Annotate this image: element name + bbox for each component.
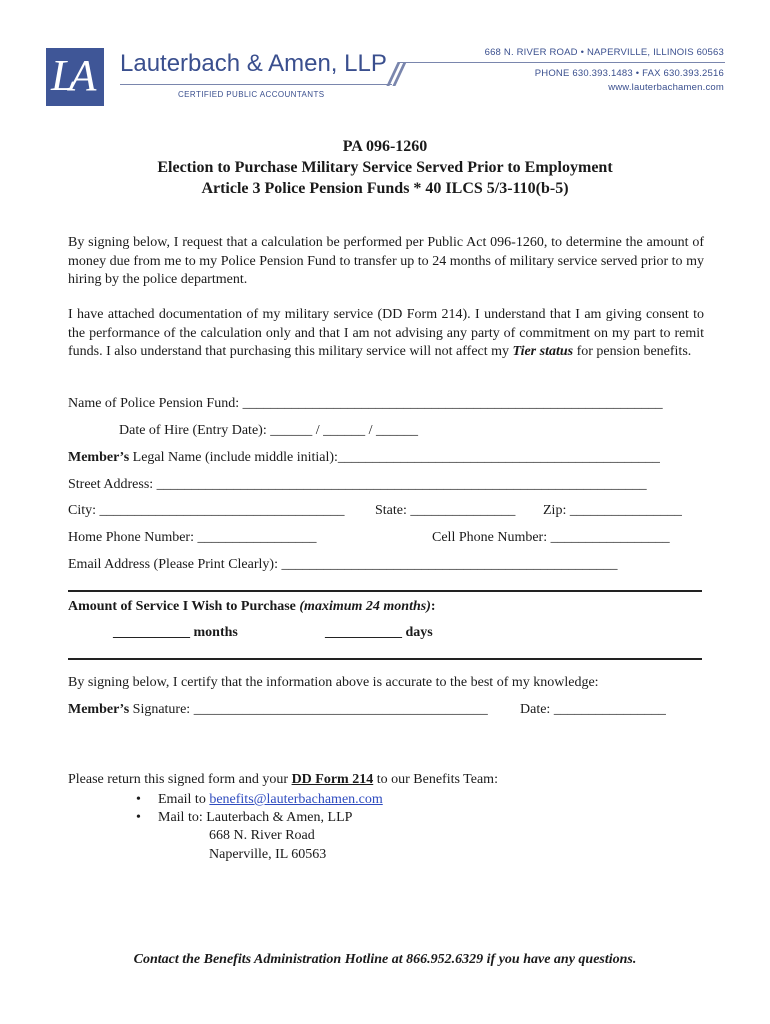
address-rule — [400, 62, 725, 63]
months-field[interactable]: ___________ months — [113, 625, 238, 640]
firm-website[interactable]: www.lauterbachamen.com — [608, 82, 724, 93]
dd-form-214-emphasis: DD Form 214 — [291, 772, 374, 787]
request-paragraph: By signing below, I request that a calculation be performed per Public Act 096-1260, to determine the amount of money due from me to my Police Pension Fund to transfer up to 24 months of military service served prior to my hiring by the police department. — [68, 235, 704, 287]
email-instruction: Email to benefits@lauterbachamen.com — [158, 792, 383, 807]
bullet-icon: • — [136, 810, 141, 825]
mail-street: 668 N. River Road — [209, 828, 315, 843]
firm-address: 668 N. RIVER ROAD • NAPERVILLE, ILLINOIS 60563 — [484, 47, 724, 58]
service-heading: Amount of Service I Wish to Purchase (maximum 24 months): — [68, 599, 436, 614]
firm-tagline: CERTIFIED PUBLIC ACCOUNTANTS — [178, 90, 325, 99]
firm-phone-fax: PHONE 630.393.1483 • FAX 630.393.2516 — [534, 68, 724, 79]
certification-statement: By signing below, I certify that the information above is accurate to the best of my knowledge: — [68, 675, 599, 690]
date-of-hire-field[interactable]: Date of Hire (Entry Date): ______ / ______ / ______ — [119, 423, 418, 438]
mail-instruction: Mail to: Lauterbach & Amen, LLP — [158, 810, 353, 825]
hotline-footer: Contact the Benefits Administration Hotline at 866.952.6329 if you have any questions. — [133, 952, 637, 967]
signature-date-field[interactable]: Date: ________________ — [520, 702, 666, 717]
form-number: PA 096-1260 — [342, 138, 428, 155]
days-field[interactable]: ___________ days — [325, 625, 433, 640]
home-phone-field[interactable]: Home Phone Number: _________________ — [68, 530, 317, 545]
zip-field[interactable]: Zip: ________________ — [543, 503, 682, 518]
bullet-icon: • — [136, 792, 141, 807]
header-rule — [120, 84, 392, 85]
mail-city: Naperville, IL 60563 — [209, 847, 327, 862]
form-subtitle: Article 3 Police Pension Funds * 40 ILCS 5/3-110(b-5) — [201, 180, 569, 197]
street-address-field[interactable]: Street Address: ______________________________________________________________________ — [68, 477, 647, 492]
firm-logo — [46, 48, 104, 106]
city-field[interactable]: City: ___________________________________ — [68, 503, 345, 518]
tier-status-emphasis: Tier status — [512, 344, 574, 359]
benefits-email-link[interactable]: benefits@lauterbachamen.com — [209, 792, 383, 807]
logo-mark: LA — [51, 51, 91, 100]
state-field[interactable]: State: _______________ — [375, 503, 516, 518]
legal-name-field[interactable]: Member’s Legal Name (include middle initial):______________________________________________ — [68, 450, 660, 465]
email-field[interactable]: Email Address (Please Print Clearly): ________________________________________________ — [68, 557, 618, 572]
consent-paragraph: I have attached documentation of my military service (DD Form 214). I understand that I am giving consent to the performance of the calculation only and that I am not advising any party of commitment on my part to remit funds. I also understand that purchasing this military service will not affect my Tier status for pension benefits. — [68, 307, 704, 359]
section-divider — [68, 590, 702, 592]
form-title: Election to Purchase Military Service Served Prior to Employment — [157, 159, 613, 176]
signature-field[interactable]: Member’s Signature: __________________________________________ — [68, 702, 488, 717]
fund-name-field[interactable]: Name of Police Pension Fund: ____________________________________________________________ — [68, 396, 663, 411]
section-divider — [68, 658, 702, 660]
return-instructions: Please return this signed form and your DD Form 214 to our Benefits Team: — [68, 772, 498, 787]
cell-phone-field[interactable]: Cell Phone Number: _________________ — [432, 530, 670, 545]
firm-name: Lauterbach & Amen, LLP — [120, 50, 387, 77]
